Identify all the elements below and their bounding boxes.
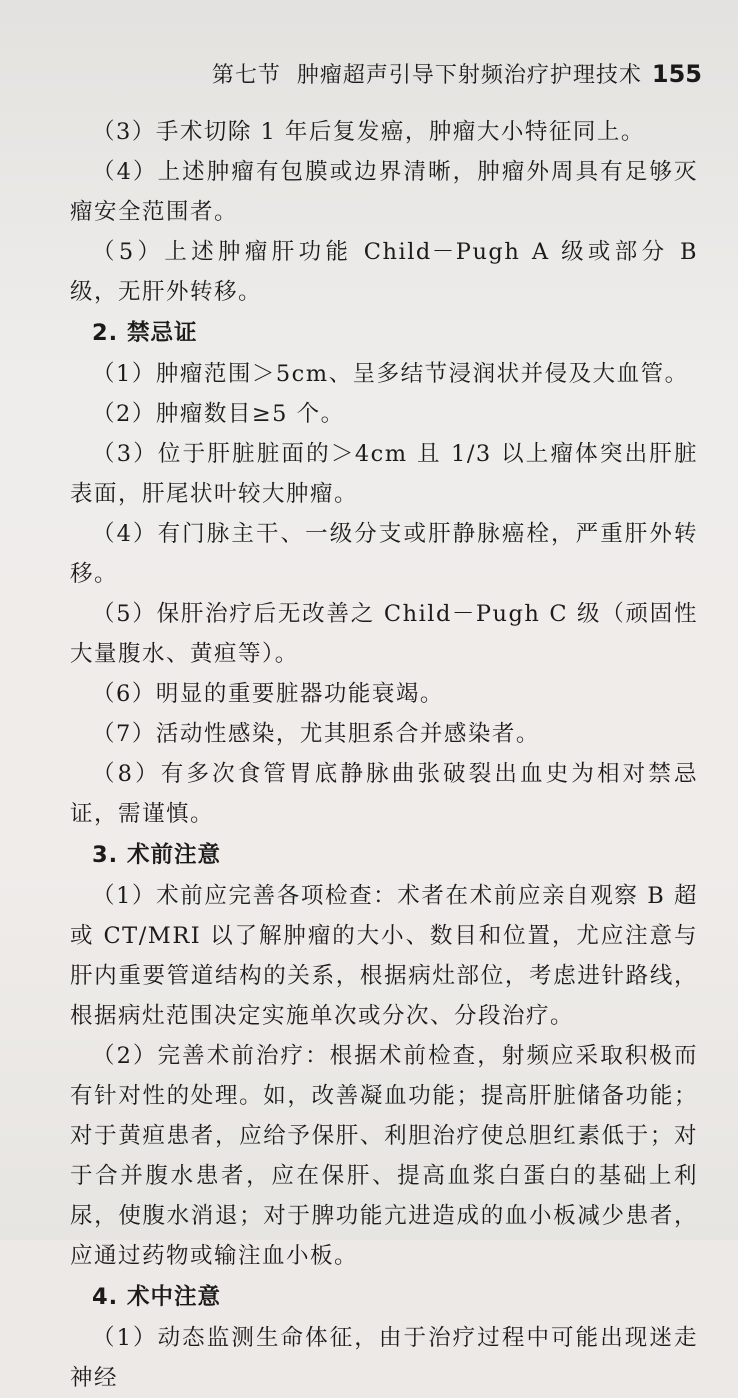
page-number: 155 xyxy=(651,60,702,88)
paragraph-contraindication-1: （1）肿瘤范围＞5cm、呈多结节浸润状并侵及大血管。 xyxy=(92,361,689,387)
paragraph-indication-4: （4）上述肿瘤有包膜或边界清晰，肿瘤外周具有足够灭瘤安全范围者。 xyxy=(70,159,698,225)
page-body xyxy=(70,112,698,1398)
paragraph-contraindication-8: （8）有多次食管胃底静脉曲张破裂出血史为相对禁忌证，需谨慎。 xyxy=(70,761,698,827)
paragraph-indication-5: （5）上述肿瘤肝功能 Child－Pugh A 级或部分 B 级，无肝外转移。 xyxy=(70,239,698,305)
paragraph-contraindication-3: （3）位于肝脏脏面的＞4cm 且 1/3 以上瘤体突出肝脏表面，肝尾状叶较大肿瘤。 xyxy=(70,441,698,507)
section-title: 肿瘤超声引导下射频治疗护理技术 xyxy=(296,63,642,88)
running-header xyxy=(212,58,702,89)
paragraph-contraindication-5: （5）保肝治疗后无改善之 Child－Pugh C 级（顽固性大量腹水、黄疸等）。 xyxy=(70,601,698,667)
paragraph-contraindication-4: （4）有门脉主干、一级分支或肝静脉癌栓，严重肝外转移。 xyxy=(70,521,698,587)
paragraph-preoperative-2: （2）完善术前治疗：根据术前检查，射频应采取积极而有针对性的处理。如，改善凝血功能；提高肝脏储备功能；对于黄疸患者，应给予保肝、利胆治疗使总胆红素低于；对于合并腹水患者，应在保肝、提高血浆白蛋白的基础上利尿，使腹水消退；对于脾功能亢进造成的血小板减少患者，应通过药物或输注血小板。 xyxy=(70,1043,698,1269)
heading-contraindications: 2. 禁忌证 xyxy=(92,320,198,346)
section-label: 第七节 xyxy=(211,63,281,88)
paragraph-indication-3: （3）手术切除 1 年后复发癌，肿瘤大小特征同上。 xyxy=(92,119,645,145)
paragraph-preoperative-1: （1）术前应完善各项检查：术者在术前应亲自观察 B 超或 CT/MRI 以了解肿瘤的大小、数目和位置，尤应注意与肝内重要管道结构的关系，根据病灶部位，考虑进针路线，根据病灶范围决定实施单次或分次、分段治疗。 xyxy=(70,883,698,1029)
heading-preoperative: 3. 术前注意 xyxy=(92,842,222,868)
paragraph-contraindication-2: （2）肿瘤数目≥5 个。 xyxy=(92,401,345,427)
paragraph-intraoperative-1: （1）动态监测生命体征，由于治疗过程中可能出现迷走神经 xyxy=(70,1325,698,1391)
paragraph-contraindication-7: （7）活动性感染，尤其胆系合并感染者。 xyxy=(92,721,540,747)
heading-intraoperative: 4. 术中注意 xyxy=(92,1284,222,1310)
paragraph-contraindication-6: （6）明显的重要脏器功能衰竭。 xyxy=(92,681,444,707)
